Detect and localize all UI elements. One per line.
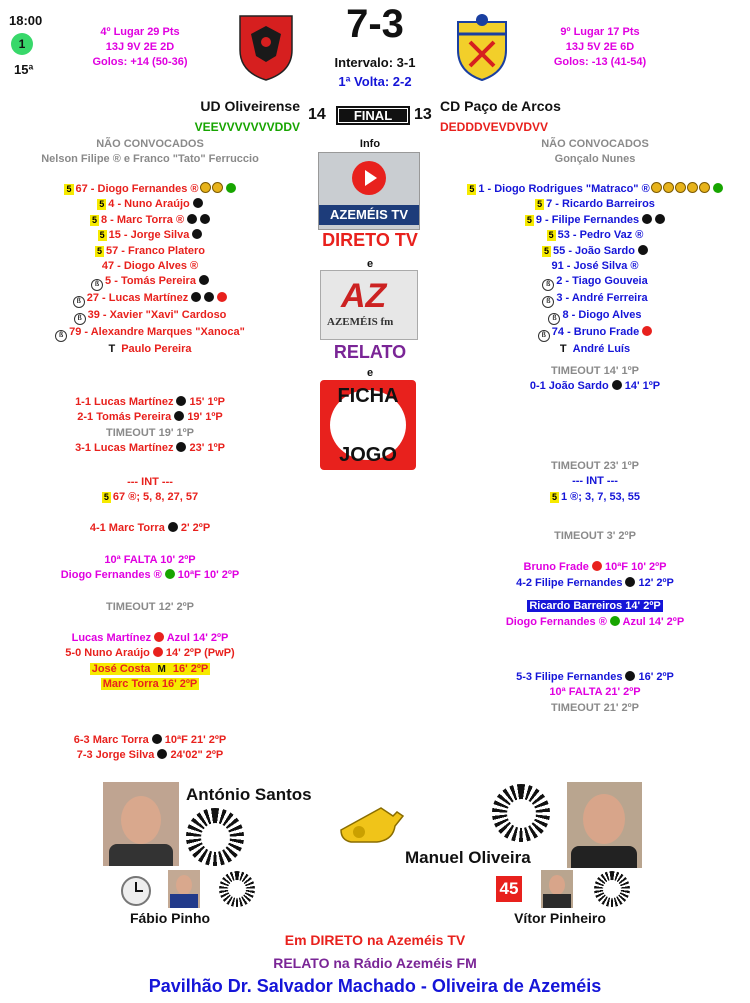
event-line <box>445 395 745 459</box>
event-line: TIMEOUT 3' 2ºP <box>554 530 636 543</box>
list-item: 5 9 - Filipe Fernandes <box>445 213 745 228</box>
event-line: Lucas Martínez Azul 14' 2ºP <box>71 632 229 645</box>
event-line <box>0 584 300 600</box>
whistle-icon <box>337 800 405 846</box>
clock-official-badge-icon <box>594 871 630 907</box>
list-item: ß 2 - Tiago Gouveia <box>445 274 745 291</box>
list-item: 91 - José Silva ® <box>551 260 639 273</box>
event-line <box>445 630 745 670</box>
timekeeper-name: Fábio Pinho <box>129 910 211 926</box>
conjunction-1: e <box>366 258 374 270</box>
list-item: ß 3 - André Ferreira <box>445 291 745 308</box>
event-line: 6-3 Marc Torra 10ªF 21' 2ºP <box>73 733 227 746</box>
clock-icon <box>121 876 151 906</box>
home-not-called-title: NÃO CONVOCADOS <box>96 138 204 150</box>
list-item: ß 74 - Bruno Frade <box>445 325 745 342</box>
event-line: TIMEOUT 21' 2ºP <box>551 701 639 714</box>
timekeeper-badge-icon <box>219 871 255 907</box>
away-form: DEDDDVEVDVDVV <box>440 120 549 134</box>
final-score: 7-3 <box>346 2 404 46</box>
event-line: 5 67 ®; 5, 8, 27, 57 <box>103 491 199 504</box>
event-line: TIMEOUT 19' 1ºP <box>106 426 194 439</box>
home-events <box>0 395 300 764</box>
footer-relato[interactable]: RELATO na Rádio Azeméis FM <box>273 955 477 971</box>
ficha-jogo-logo[interactable]: FICHA JOGO <box>320 380 416 470</box>
event-line <box>445 544 745 560</box>
direto-tv-link[interactable]: DIRETO TV <box>322 230 418 250</box>
event-line: 5-0 Nuno Araújo 14' 2ºP (PwP) <box>65 647 235 660</box>
away-lineup <box>445 182 745 358</box>
event-line: Ricardo Barreiros 14' 2ºP <box>529 600 661 613</box>
round-badge: 1 <box>11 33 33 55</box>
event-line: --- INT --- <box>127 475 173 488</box>
event-line <box>0 693 300 733</box>
referee-2-badge-icon <box>492 784 550 842</box>
referee-1-photo <box>103 782 179 866</box>
footer-direto[interactable]: Em DIRETO na Azeméis TV <box>284 932 466 948</box>
event-line: 5 1 ®; 3, 7, 53, 55 <box>551 490 641 503</box>
list-item: ß 79 - Alexandre Marques "Xanoca" <box>0 325 300 342</box>
interval-score: Intervalo: 3-1 <box>334 55 416 70</box>
list-item: 47 - Diogo Alves ® <box>101 260 199 273</box>
list-item: 5 53 - Pedro Vaz ® <box>548 229 644 242</box>
event-line: 2-1 Tomás Pereira 19' 1ºP <box>77 411 223 424</box>
event-line: Bruno Frade 10ªF 10' 2ºP <box>523 561 667 574</box>
match-status: FINAL <box>336 106 410 125</box>
clock-official-name: Vítor Pinheiro <box>514 910 606 926</box>
match-time: 18:00 <box>9 13 43 28</box>
list-item: ß 39 - Xavier "Xavi" Cardoso <box>0 308 300 325</box>
event-line: 4-2 Filipe Fernandes 12' 2ºP <box>516 576 674 589</box>
event-line: TIMEOUT 14' 1ºP <box>551 365 639 377</box>
event-line: --- INT --- <box>572 475 618 488</box>
shot-clock-badge: 45 <box>496 876 522 902</box>
event-line: José Costa M 16' 2ºP <box>91 662 209 675</box>
away-crest-icon[interactable] <box>452 12 512 82</box>
event-line <box>0 537 300 553</box>
list-item: ß 8 - Diogo Alves <box>445 308 745 325</box>
away-events <box>445 364 745 716</box>
home-lineup <box>0 182 300 358</box>
list-item: 5 4 - Nuno Araújo <box>0 197 300 212</box>
event-line: 3-1 Lucas Martínez 23' 1ºP <box>75 442 225 455</box>
referee-1-badge-icon <box>186 808 244 866</box>
event-line <box>0 457 300 475</box>
event-line <box>445 505 745 529</box>
list-item: 5 67 - Diogo Fernandes ® <box>0 182 300 197</box>
event-line: Diogo Fernandes ® Azul 14' 2ºP <box>505 615 685 628</box>
event-line <box>445 591 745 599</box>
round-number: 15ª <box>14 62 34 77</box>
relato-link[interactable]: RELATO <box>333 342 407 362</box>
home-position: 14 <box>308 106 326 123</box>
footer-venue: Pavilhão Dr. Salvador Machado - Oliveira de Azeméis <box>148 976 602 996</box>
list-item: ß 27 - Lucas Martínez <box>0 291 300 308</box>
event-line: TIMEOUT 12' 2ºP <box>106 600 194 613</box>
home-form: VEEVVVVVVVDDV <box>194 120 300 134</box>
away-not-called-title: NÃO CONVOCADOS <box>541 138 649 150</box>
list-item: T André Luís <box>559 343 631 356</box>
home-team-name[interactable]: UD Oliveirense <box>200 98 300 114</box>
event-line: 0-1 João Sardo 14' 1ºP <box>529 380 661 393</box>
away-team-name[interactable]: CD Paço de Arcos <box>440 98 561 114</box>
list-item: 5 8 - Marc Torra ® <box>0 213 300 228</box>
list-item: 5 15 - Jorge Silva <box>0 228 300 243</box>
away-not-called-names: Gonçalo Nunes <box>554 153 636 165</box>
away-standing: 9º Lugar 17 Pts 13J 5V 2E 6D Golos: -13 (41-54) <box>553 26 647 68</box>
azemeis-tv-logo[interactable]: AZEMÉIS TV <box>318 152 420 230</box>
event-line: 4-1 Marc Torra 2' 2ºP <box>89 522 211 535</box>
event-line: 10ª FALTA 10' 2ºP <box>104 553 196 566</box>
referee-1-name: António Santos <box>186 785 312 804</box>
list-item: T Paulo Pereira <box>108 343 192 356</box>
list-item: ß 5 - Tomás Pereira <box>0 274 300 291</box>
conjunction-2: e <box>366 367 374 379</box>
event-line: Diogo Fernandes ® 10ªF 10' 2ºP <box>60 569 240 582</box>
event-line <box>0 505 300 521</box>
list-item: 5 1 - Diogo Rodrigues "Matraco" ® <box>445 182 745 197</box>
clock-official-photo <box>541 870 573 908</box>
event-line: 1-1 Lucas Martínez 15' 1ºP <box>75 396 225 408</box>
list-item: 5 55 - João Sardo <box>445 244 745 259</box>
home-standing: 4º Lugar 29 Pts 13J 9V 2E 2D Golos: +14 (50-36) <box>92 26 188 68</box>
referee-2-name: Manuel Oliveira <box>405 848 531 867</box>
info-label: Info <box>359 138 381 150</box>
event-line <box>0 615 300 631</box>
azemeis-fm-logo[interactable]: AZ AZEMÉIS fm <box>320 270 418 340</box>
timekeeper-photo <box>168 870 200 908</box>
event-line: Marc Torra 16' 2ºP <box>102 678 198 691</box>
event-line: 7-3 Jorge Silva 24'02" 2ºP <box>76 749 224 762</box>
home-not-called-names: Nelson Filipe ® e Franco "Tato" Ferruccio <box>41 153 259 165</box>
event-line: TIMEOUT 23' 1ºP <box>551 459 639 472</box>
home-crest-icon[interactable] <box>236 12 296 82</box>
referee-2-photo <box>567 782 642 868</box>
list-item: 5 57 - Franco Platero <box>96 244 206 257</box>
event-line: 5-3 Filipe Fernandes 16' 2ºP <box>516 671 674 684</box>
away-position: 13 <box>414 106 432 123</box>
event-line: 10ª FALTA 21' 2ºP <box>549 686 641 699</box>
list-item: 5 7 - Ricardo Barreiros <box>537 198 655 211</box>
first-leg-score: 1ª Volta: 2-2 <box>338 74 412 89</box>
